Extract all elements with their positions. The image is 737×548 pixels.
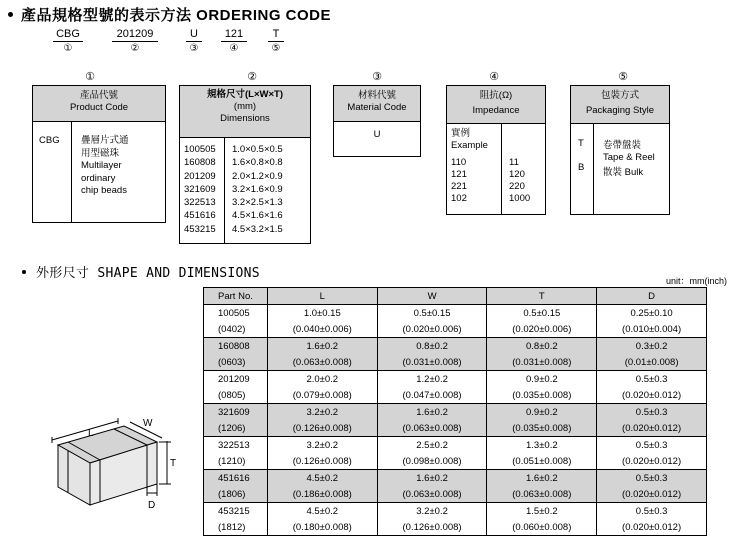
dim-size: 3.2×1.6×0.9 — [232, 183, 283, 195]
cell-w: 1.6±0.2 — [377, 404, 487, 421]
cell-t: 0.9±0.2 — [487, 371, 597, 388]
cell-d: 0.5±0.3 — [597, 404, 707, 421]
dimensions-header — [180, 86, 310, 138]
chip-diagram — [30, 398, 200, 518]
table-header-row — [204, 288, 707, 305]
cell-t-inch: (0.063±0.008) — [487, 486, 597, 503]
dimensions-table — [203, 287, 707, 536]
dim-size: 1.6×0.8×0.8 — [232, 157, 283, 169]
dimensions-box — [179, 85, 311, 244]
material-code-value: U — [373, 129, 381, 140]
cell-part-inch: (1812) — [204, 519, 268, 536]
dim-code: 321609 — [184, 183, 216, 195]
table-row-inch — [204, 354, 707, 371]
packaging-title-en: Packaging Style — [585, 105, 655, 116]
cell-l-inch: (0.186±0.008) — [267, 486, 377, 503]
cell-d-inch: (0.020±0.012) — [597, 519, 707, 536]
desc-line: Multilayer — [81, 160, 122, 171]
cell-t: 1.5±0.2 — [487, 503, 597, 520]
cell-d-inch: (0.020±0.012) — [597, 486, 707, 503]
impedance-code: 102 — [451, 193, 467, 204]
cell-l-inch: (0.180±0.008) — [267, 519, 377, 536]
dim-code: 160808 — [184, 157, 216, 169]
impedance-value: 11 — [509, 157, 519, 168]
cell-t-inch: (0.060±0.008) — [487, 519, 597, 536]
code-part-text: 201209 — [112, 28, 158, 42]
desc-line: 卷帶盤裝 — [603, 140, 642, 151]
impedance-value: 1000 — [509, 193, 531, 204]
cell-w-inch: (0.031±0.008) — [377, 354, 487, 371]
cell-t-inch: (0.051±0.008) — [487, 453, 597, 470]
packaging-title-cn: 包裝方式 — [600, 90, 639, 101]
table-row-inch — [204, 519, 707, 536]
cell-part: 321609 — [204, 404, 268, 421]
desc-line: 疊層片式通 — [81, 135, 129, 146]
cell-d: 0.5±0.3 — [597, 371, 707, 388]
cell-l: 4.5±0.2 — [267, 503, 377, 520]
code-part-5 — [268, 28, 284, 54]
cell-w: 3.2±0.2 — [377, 503, 487, 520]
code-part-4 — [221, 28, 247, 54]
cell-t: 1.6±0.2 — [487, 470, 597, 487]
dimensions-title: 規格尺寸(L×W×T) — [207, 89, 283, 100]
table-row — [204, 503, 707, 520]
impedance-value: 220 — [509, 181, 525, 192]
code-part-text: CBG — [53, 28, 83, 42]
cell-l: 3.2±0.2 — [267, 404, 377, 421]
cell-w: 1.2±0.2 — [377, 371, 487, 388]
cell-w: 0.8±0.2 — [377, 338, 487, 355]
cell-part-inch: (1206) — [204, 420, 268, 437]
packaging-divider — [593, 124, 594, 214]
cell-part-inch: (0402) — [204, 321, 268, 338]
header-t: T — [487, 288, 597, 305]
cell-d: 0.5±0.3 — [597, 470, 707, 487]
table-row — [204, 404, 707, 421]
cell-l: 2.0±0.2 — [267, 371, 377, 388]
d-label: D — [148, 500, 156, 511]
code-part-3 — [186, 28, 202, 54]
impedance-title-cn: 阻抗(Ω) — [479, 90, 513, 101]
impedance-divider — [501, 124, 502, 214]
box-number-5: ⑤ — [618, 71, 628, 83]
code-part-1 — [53, 28, 83, 54]
impedance-box — [446, 85, 546, 215]
cell-d: 0.5±0.3 — [597, 503, 707, 520]
cell-part: 201209 — [204, 371, 268, 388]
dim-code: 453215 — [184, 223, 216, 235]
dim-code: 100505 — [184, 144, 216, 155]
cell-part: 100505 — [204, 305, 268, 322]
cell-w: 1.6±0.2 — [377, 470, 487, 487]
packaging-code-b: B — [578, 162, 585, 173]
unit-note: unit：mm(inch) — [665, 276, 727, 286]
desc-line: ordinary — [81, 172, 116, 184]
dim-code: 322513 — [184, 197, 216, 209]
header-l: L — [267, 288, 377, 305]
w-label: W — [143, 418, 153, 429]
box-number-1: ① — [85, 71, 95, 83]
cell-w-inch: (0.063±0.008) — [377, 486, 487, 503]
product-code-box — [32, 85, 166, 223]
cell-part-inch: (1210) — [204, 453, 268, 470]
cell-w-inch: (0.047±0.008) — [377, 387, 487, 404]
bullet-icon — [22, 270, 26, 274]
cell-t: 0.8±0.2 — [487, 338, 597, 355]
cell-l: 1.0±0.15 — [267, 305, 377, 322]
cell-l-inch: (0.040±0.006) — [267, 321, 377, 338]
cell-part-inch: (0805) — [204, 387, 268, 404]
cell-t-inch: (0.031±0.008) — [487, 354, 597, 371]
cell-w-inch: (0.063±0.008) — [377, 420, 487, 437]
header-d: D — [597, 288, 707, 305]
cell-d-inch: (0.020±0.012) — [597, 420, 707, 437]
dim-code: 451616 — [184, 210, 216, 222]
cell-d-inch: (0.01±0.008) — [597, 354, 707, 371]
packaging-desc-t — [603, 140, 655, 164]
cell-l-inch: (0.063±0.008) — [267, 354, 377, 371]
dim-size: 4.5×3.2×1.5 — [232, 223, 283, 235]
dimensions-divider — [224, 138, 225, 243]
material-code-title-cn: 材料代號 — [357, 90, 396, 101]
cell-part: 160808 — [204, 338, 268, 355]
impedance-codes — [451, 128, 488, 205]
cell-l: 4.5±0.2 — [267, 470, 377, 487]
cell-w: 2.5±0.2 — [377, 437, 487, 454]
l-label: L — [88, 428, 94, 439]
product-code-title-en: Product Code — [69, 102, 129, 113]
cell-l: 1.6±0.2 — [267, 338, 377, 355]
cell-t-inch: (0.035±0.008) — [487, 387, 597, 404]
product-code-header — [33, 86, 165, 122]
cell-t-inch: (0.035±0.008) — [487, 420, 597, 437]
material-code-header — [334, 86, 420, 122]
packaging-code-t: T — [578, 138, 584, 149]
shape-title: 外形尺寸 SHAPE AND DIMENSIONS — [36, 266, 260, 281]
cell-l-inch: (0.126±0.008) — [267, 420, 377, 437]
table-row-inch — [204, 486, 707, 503]
cell-l: 3.2±0.2 — [267, 437, 377, 454]
table-row-inch — [204, 420, 707, 437]
dimensions-title-en: Dimensions — [220, 113, 270, 124]
impedance-example-en: Example — [451, 140, 488, 151]
impedance-value: 120 — [509, 169, 525, 180]
impedance-values — [509, 157, 530, 205]
table-row-inch — [204, 387, 707, 404]
table-row — [204, 437, 707, 454]
code-part-text: 121 — [221, 28, 247, 42]
cell-part-inch: (0603) — [204, 354, 268, 371]
table-row-inch — [204, 453, 707, 470]
cell-d-inch: (0.010±0.004) — [597, 321, 707, 338]
cell-t-inch: (0.020±0.006) — [487, 321, 597, 338]
box-number-2: ② — [247, 71, 257, 83]
impedance-header — [447, 86, 545, 124]
code-part-number: ③ — [189, 43, 199, 54]
impedance-code: 121 — [451, 169, 467, 180]
cell-l-inch: (0.079±0.008) — [267, 387, 377, 404]
cell-d: 0.25±0.10 — [597, 305, 707, 322]
cell-part: 453215 — [204, 503, 268, 520]
code-part-number: ⑤ — [271, 43, 281, 54]
dim-size: 2.0×1.2×0.9 — [232, 170, 283, 182]
box-number-3: ③ — [372, 71, 382, 83]
cell-w-inch: (0.098±0.008) — [377, 453, 487, 470]
table-row — [204, 338, 707, 355]
table-row — [204, 305, 707, 322]
product-code-value: CBG — [39, 135, 60, 146]
cell-d: 0.5±0.3 — [597, 437, 707, 454]
product-code-title-cn: 產品代號 — [79, 90, 118, 101]
desc-line: Tape & Reel — [603, 152, 655, 163]
material-code-title-en: Material Code — [347, 102, 407, 113]
t-label: T — [170, 458, 177, 469]
cell-t: 0.9±0.2 — [487, 404, 597, 421]
cell-w-inch: (0.020±0.006) — [377, 321, 487, 338]
impedance-example-cn: 實例 — [451, 128, 471, 139]
code-part-number: ④ — [229, 43, 239, 54]
desc-line: chip beads — [81, 185, 127, 196]
dim-size: 1.0×0.5×0.5 — [232, 144, 283, 155]
packaging-desc-b: 散裝 Bulk — [603, 167, 644, 178]
cell-t: 0.5±0.15 — [487, 305, 597, 322]
impedance-code: 221 — [451, 181, 467, 192]
dim-code: 201209 — [184, 170, 216, 182]
code-part-text: U — [186, 28, 202, 42]
product-code-desc — [81, 135, 129, 198]
impedance-title-en: Impedance — [472, 105, 520, 116]
box-number-4: ④ — [489, 71, 499, 83]
shape-heading — [22, 262, 260, 281]
cell-l-inch: (0.126±0.008) — [267, 453, 377, 470]
cell-d-inch: (0.020±0.012) — [597, 387, 707, 404]
packaging-header — [571, 86, 669, 124]
cell-w: 0.5±0.15 — [377, 305, 487, 322]
cell-part: 451616 — [204, 470, 268, 487]
dim-size: 4.5×1.6×1.6 — [232, 210, 283, 222]
cell-d-inch: (0.020±0.012) — [597, 453, 707, 470]
code-part-text: T — [268, 28, 284, 42]
header-w: W — [377, 288, 487, 305]
product-code-divider — [71, 122, 72, 222]
cell-t: 1.3±0.2 — [487, 437, 597, 454]
ordering-code-title: 產品規格型號的表示方法 ORDERING CODE — [21, 7, 332, 24]
material-code-box — [333, 85, 421, 157]
dimensions-sizes — [232, 143, 283, 236]
dim-size: 3.2×2.5×1.3 — [232, 197, 283, 209]
packaging-box — [570, 85, 670, 215]
cell-part-inch: (1806) — [204, 486, 268, 503]
table-row-inch — [204, 321, 707, 338]
bullet-icon — [8, 12, 13, 17]
ordering-code-heading — [8, 4, 331, 25]
table-row — [204, 470, 707, 487]
table-row — [204, 371, 707, 388]
cell-part: 322513 — [204, 437, 268, 454]
code-part-number: ① — [63, 43, 73, 54]
dimensions-unit: (mm) — [233, 101, 257, 112]
header-part-no: Part No. — [204, 288, 268, 305]
desc-line: 用型磁珠 — [81, 147, 120, 159]
code-part-number: ② — [130, 43, 140, 54]
cell-w-inch: (0.126±0.008) — [377, 519, 487, 536]
cell-d: 0.3±0.2 — [597, 338, 707, 355]
dimensions-codes — [184, 143, 216, 236]
impedance-code: 110 — [451, 157, 467, 168]
code-part-2 — [112, 28, 158, 54]
